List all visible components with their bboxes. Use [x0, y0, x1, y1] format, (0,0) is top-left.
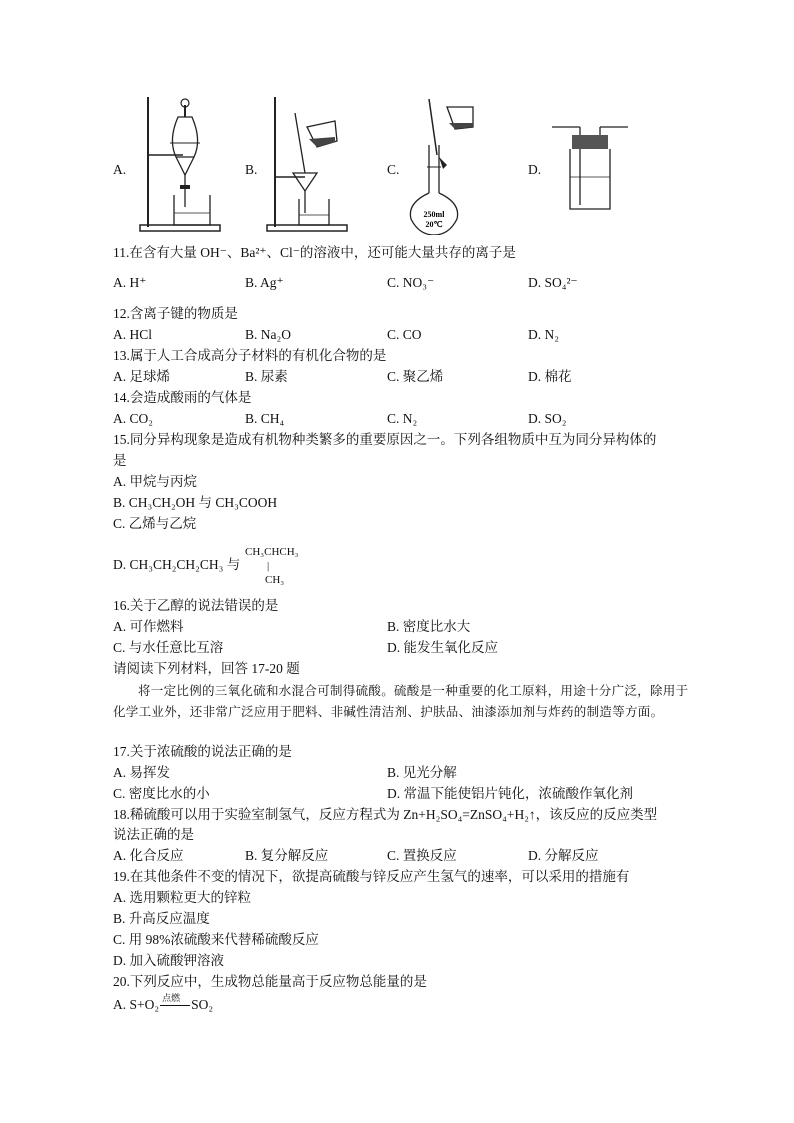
apparatus-c-label: C. — [387, 162, 400, 177]
apparatus-b — [245, 95, 345, 235]
q17-option-a: A. 易挥发 — [113, 765, 170, 780]
q12-option-b: B. Na₂O — [245, 327, 291, 342]
q20-reaction-arrow — [160, 993, 190, 1006]
q15-option-d: D. CH₃CH₂CH₂CH₃ 与 — [113, 557, 241, 572]
q16-option-b: B. 密度比水大 — [387, 619, 471, 634]
q16-option-c: C. 与水任意比互溶 — [113, 640, 224, 655]
q20-reaction-condition: 点燃 — [162, 993, 181, 1004]
q12-option-c: C. CO — [387, 327, 422, 342]
q17-option-b: B. 见光分解 — [387, 765, 457, 780]
q12-stem: 12.含离子键的物质是 — [113, 306, 238, 321]
q19-option-b: B. 升高反应温度 — [113, 911, 210, 926]
q13-option-b: B. 尿素 — [245, 369, 288, 384]
q19-stem: 19.在其他条件不变的情况下，欲提高硫酸与锌反应产生氢气的速率，可以采用的措施有 — [113, 869, 630, 884]
q11-option-d: D. SO₄²⁻ — [528, 275, 578, 290]
q15-stem-line1: 15.同分异构现象是造成有机物种类繁多的重要原因之一。下列各组物质中互为同分异构体的 — [113, 432, 657, 447]
q18-stem-line2: 说法正确的是 — [113, 827, 194, 842]
q13-option-d: D. 棉花 — [528, 369, 572, 384]
apparatus-b-label: B. — [245, 162, 258, 177]
gas-washing-bottle-icon — [550, 125, 630, 225]
q19-option-d: D. 加入硫酸钾溶液 — [113, 953, 224, 968]
apparatus-c — [387, 95, 487, 235]
q15-struct-top: CH₃CHCH₃ — [245, 546, 299, 558]
volumetric-flask-icon — [407, 95, 497, 235]
q14-option-d: D. SO₂ — [528, 411, 567, 426]
q13-stem: 13.属于人工合成高分子材料的有机化合物的是 — [113, 348, 387, 363]
q15-option-c: C. 乙烯与乙烷 — [113, 516, 197, 531]
q11-option-b: B. Ag⁺ — [245, 275, 284, 290]
apparatus-d — [528, 95, 648, 235]
reading-heading: 请阅读下列材料，回答 17-20 题 — [113, 661, 300, 676]
q18-option-c: C. 置换反应 — [387, 848, 457, 863]
q15-isobutane-structure — [245, 545, 299, 587]
q11-stem: 11.在含有大量 OH⁻、Ba²⁺、Cl⁻的溶液中，还可能大量共存的离子是 — [113, 245, 516, 260]
q18-stem-line1: 18.稀硫酸可以用于实验室制氢气，反应方程式为 Zn+H₂SO₄=ZnSO₄+H₂↑，该反应的反应类型 — [113, 807, 658, 822]
q20-option-a-product: SO₂ — [191, 997, 214, 1012]
q15-struct-branch: | — [267, 560, 270, 572]
q13-option-a: A. 足球烯 — [113, 369, 170, 384]
q12-option-a: A. HCl — [113, 327, 153, 342]
q14-option-b: B. CH₄ — [245, 411, 285, 426]
q16-stem: 16.关于乙醇的说法错误的是 — [113, 598, 279, 613]
q12-option-d: D. N₂ — [528, 327, 559, 342]
q11-option-a: A. H⁺ — [113, 275, 147, 290]
q17-option-c: C. 密度比水的小 — [113, 786, 210, 801]
q14-option-c: C. N₂ — [387, 411, 418, 426]
q11-option-c: C. NO₃⁻ — [387, 275, 435, 290]
q20-option-a — [113, 993, 214, 1014]
q20-option-a-reactants: A. S+O₂ — [113, 997, 160, 1012]
q14-stem: 14.会造成酸雨的气体是 — [113, 390, 252, 405]
q16-option-d: D. 能发生氧化反应 — [387, 640, 498, 655]
apparatus-d-label: D. — [528, 162, 542, 177]
reading-passage: 将一定比例的三氧化硫和水混合可制得硫酸。硫酸是一种重要的化工原料，用途十分广泛，除用于化学工业外，还非常广泛应用于肥料、非碱性清洁剂、护肤品、油漆添加剂与炸药的制造等方面。 — [113, 683, 689, 719]
apparatus-a — [113, 95, 213, 235]
separatory-funnel-setup-icon — [138, 95, 228, 235]
q13-option-c: C. 聚乙烯 — [387, 369, 444, 384]
q15-option-a: A. 甲烷与丙烷 — [113, 474, 197, 489]
q18-option-b: B. 复分解反应 — [245, 848, 329, 863]
q15-stem-line2: 是 — [113, 453, 127, 468]
q19-option-a: A. 选用颗粒更大的锌粒 — [113, 890, 251, 905]
apparatus-a-label: A. — [113, 162, 127, 177]
filtration-setup-icon — [265, 95, 355, 235]
q20-stem: 20.下列反应中，生成物总能量高于反应物总能量的是 — [113, 974, 427, 989]
flask-volume-label: 250ml — [423, 210, 445, 219]
q18-option-d: D. 分解反应 — [528, 848, 599, 863]
q15-struct-bottom: CH₃ — [265, 574, 285, 586]
q14-option-a: A. CO₂ — [113, 411, 153, 426]
flask-temp-label: 20℃ — [425, 220, 443, 229]
q18-option-a: A. 化合反应 — [113, 848, 184, 863]
q16-option-a: A. 可作燃料 — [113, 619, 184, 634]
q17-stem: 17.关于浓硫酸的说法正确的是 — [113, 744, 292, 759]
q19-option-c: C. 用 98%浓硫酸来代替稀硫酸反应 — [113, 932, 319, 947]
q17-option-d: D. 常温下能使铝片钝化，浓硫酸作氧化剂 — [387, 786, 633, 801]
q15-option-b: B. CH₃CH₂OH 与 CH₃COOH — [113, 495, 278, 510]
